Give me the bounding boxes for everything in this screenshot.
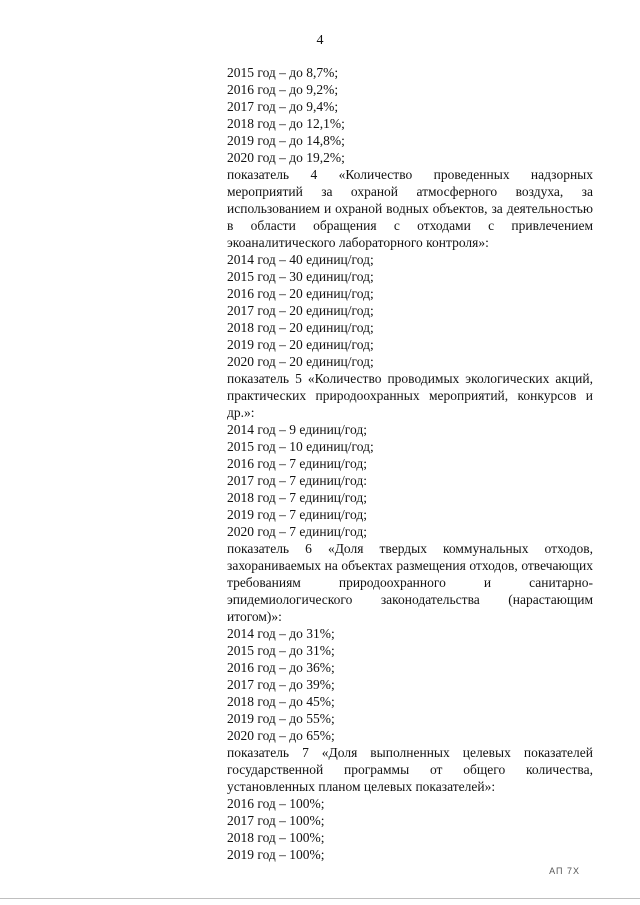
indicator-heading: показатель 6 «Доля твердых коммунальных отходов, захораниваемых на объектах размещения отходов, отвечающих требованиям природоохранного и санитарно-эпидемиологического законодательства (нарастающим итогом)»: [227,541,593,624]
indicator-year-value: 2018 год – 100%; [227,830,325,845]
indicator-year-value: 2017 год – 7 единиц/год: [227,473,367,488]
indicator-year-value: 2018 год – 7 единиц/год; [227,490,367,505]
indicator-year-value: 2019 год – 20 единиц/год; [227,337,374,352]
indicator-year-value: 2017 год – до 9,4%; [227,99,339,114]
indicator-year-value: 2019 год – до 55%; [227,711,335,726]
indicator-year-value: 2019 год – 100%; [227,847,325,862]
indicator-heading: показатель 4 «Количество проведенных надзорных мероприятий за охраной атмосферного воздуха, за использованием и охраной водных объектов, за деятельностью в области обращения с отходами с привлечением экоаналитического лабораторного контроля»: [227,167,593,250]
indicator-year-value: 2017 год – 20 единиц/год; [227,303,374,318]
page-number: 4 [316,33,324,48]
indicator-year-value: 2015 год – до 31%; [227,643,335,658]
document-body [227,64,593,863]
indicator-year-value: 2015 год – 10 единиц/год; [227,439,374,454]
indicator-year-value: 2019 год – до 14,8%; [227,133,345,148]
indicator-year-value: 2018 год – до 45%; [227,694,335,709]
indicator-year-value: 2019 год – 7 единиц/год; [227,507,367,522]
indicator-heading: показатель 7 «Доля выполненных целевых показателей государственной программы от общего количества, установленных планом целевых показателей»: [227,745,593,794]
indicator-year-value: 2020 год – 7 единиц/год; [227,524,367,539]
indicator-year-value: 2018 год – до 12,1%; [227,116,345,131]
indicator-year-value: 2016 год – 7 единиц/год; [227,456,367,471]
footer-code: АП 7Х [549,866,580,876]
page-bottom-rule [0,898,640,899]
indicator-year-value: 2020 год – 20 единиц/год; [227,354,374,369]
indicator-year-value: 2018 год – 20 единиц/год; [227,320,374,335]
indicator-year-value: 2016 год – 100%; [227,796,325,811]
indicator-heading: показатель 5 «Количество проводимых экологических акций, практических природоохранных мероприятий, конкурсов и др.»: [227,371,593,420]
indicator-year-value: 2014 год – 40 единиц/год; [227,252,374,267]
indicator-year-value: 2017 год – до 39%; [227,677,335,692]
indicator-year-value: 2016 год – до 36%; [227,660,335,675]
indicator-year-value: 2014 год – 9 единиц/год; [227,422,367,437]
indicator-year-value: 2020 год – до 19,2%; [227,150,345,165]
indicator-year-value: 2016 год – до 9,2%; [227,82,339,97]
indicator-year-value: 2014 год – до 31%; [227,626,335,641]
indicator-year-value: 2015 год – 30 единиц/год; [227,269,374,284]
indicator-year-value: 2017 год – 100%; [227,813,325,828]
indicator-year-value: 2020 год – до 65%; [227,728,335,743]
indicator-year-value: 2015 год – до 8,7%; [227,65,339,80]
indicator-year-value: 2016 год – 20 единиц/год; [227,286,374,301]
